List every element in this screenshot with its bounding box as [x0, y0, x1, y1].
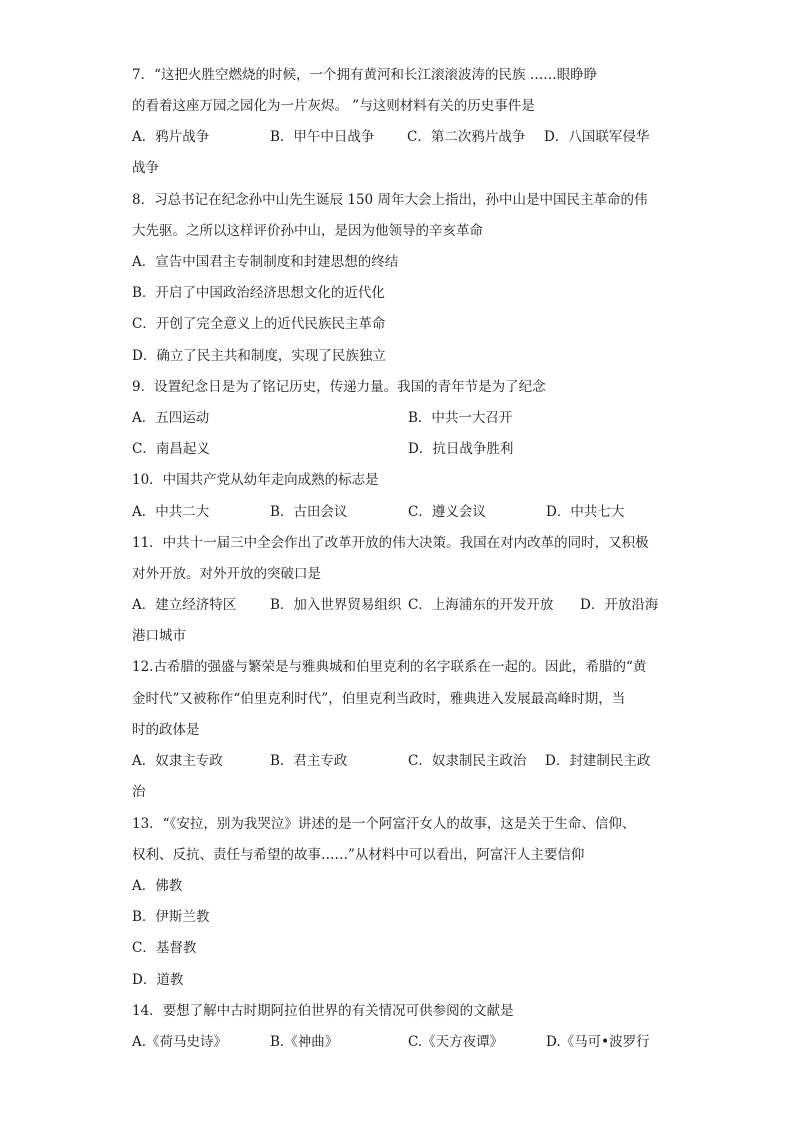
question-8-stem-line1: 8．习总书记在纪念孙中山先生诞辰 150 周年大会上指出，孙中山是中国民主革命的伟 — [132, 192, 648, 208]
question-13-stem-line1: 13．“《安拉，别为我哭泣》讲述的是一个阿富汗女人的故事，这是关于生命、信仰、 — [132, 816, 636, 832]
question-8-option-a[interactable]: A．宣告中国君主专制制度和封建思想的终结 — [132, 254, 399, 270]
question-11-option-d-cont: 港口城市 — [132, 628, 186, 644]
question-9-stem: 9．设置纪念日是为了铭记历史，传递力量。我国的青年节是为了纪念 — [132, 379, 546, 395]
question-14-option-c[interactable]: C.《天方夜谭》 — [408, 1034, 504, 1050]
question-14-option-d[interactable]: D.《马可•波罗行 — [546, 1034, 650, 1050]
question-13-option-a[interactable]: A．佛教 — [132, 878, 183, 894]
question-7-option-a[interactable]: A．鸦片战争 — [132, 129, 210, 145]
question-8-option-c[interactable]: C．开创了完全意义上的近代民族民主革命 — [132, 316, 386, 332]
question-10-stem: 10．中国共产党从幼年走向成熟的标志是 — [132, 472, 379, 488]
question-14-option-b[interactable]: B.《神曲》 — [270, 1034, 339, 1050]
question-12-option-d[interactable]: D．封建制民主政 — [545, 753, 651, 769]
question-11-stem-line1: 11．中共十一届三中全会作出了改革开放的伟大决策。我国在对内改革的同时，又积极 — [132, 535, 649, 551]
question-12-stem-line1: 12.古希腊的强盛与繁荣是与雅典城和伯里克利的名字联系在一起的。因此，希腊的“黄 — [132, 659, 647, 675]
question-13-option-c[interactable]: C．基督教 — [132, 940, 197, 956]
question-12-stem-line2: 金时代”又被称作“伯里克利时代”，伯里克利当政时，雅典进入发展最高峰时期，当 — [132, 691, 626, 707]
question-8-option-d[interactable]: D．确立了民主共和制度，实现了民族独立 — [132, 348, 386, 364]
question-7-option-d[interactable]: D．八国联军侵华 — [544, 129, 650, 145]
question-11-options — [132, 590, 692, 621]
question-9-option-a[interactable]: A．五四运动 — [132, 410, 210, 426]
question-12-stem-line3: 时的政体是 — [132, 722, 200, 738]
question-14-option-a[interactable]: A.《荷马史诗》 — [132, 1034, 228, 1050]
question-9-option-d[interactable]: D．抗日战争胜利 — [408, 441, 514, 457]
question-12-options — [132, 746, 692, 777]
question-8-stem-line2: 大先驱。之所以这样评价孙中山，是因为他领导的辛亥革命 — [132, 223, 483, 239]
question-14-options — [132, 1027, 692, 1058]
question-10-option-b[interactable]: B．古田会议 — [270, 504, 348, 520]
question-7-stem-line2: 的看着这座万园之园化为一片灰烬。 ”与这则材料有关的历史事件是 — [132, 98, 535, 114]
question-12-option-b[interactable]: B．君主专政 — [270, 753, 348, 769]
question-7-stem-line1: 7．“这把火胜空燃烧的时候，一个拥有黄河和长江滚滚波涛的民族 ……眼睁睁 — [132, 67, 598, 83]
question-13-stem-line2: 权利、反抗、责任与希望的故事……”从材料中可以看出，阿富汗人主要信仰 — [132, 847, 585, 863]
question-11-option-c[interactable]: C．上海浦东的开发开放 — [408, 597, 554, 613]
question-8-option-b[interactable]: B．开启了中国政治经济思想文化的近代化 — [132, 285, 385, 301]
question-9-option-c[interactable]: C．南昌起义 — [132, 441, 210, 457]
question-13-option-d[interactable]: D．道教 — [132, 972, 184, 988]
question-11-option-b[interactable]: B．加入世界贸易组织 — [270, 597, 402, 613]
question-12-option-a[interactable]: A．奴隶主专政 — [132, 753, 223, 769]
question-9-option-b[interactable]: B．中共一大召开 — [408, 410, 513, 426]
question-12-option-c[interactable]: C．奴隶制民主政治 — [408, 753, 527, 769]
question-14-stem: 14．要想了解中古时期阿拉伯世界的有关情况可供参阅的文献是 — [132, 1003, 514, 1019]
question-11-option-a[interactable]: A．建立经济特区 — [132, 597, 237, 613]
question-10-option-c[interactable]: C．遵义会议 — [408, 504, 486, 520]
question-9-options-row2 — [132, 434, 692, 465]
question-7-option-b[interactable]: B．甲午中日战争 — [270, 129, 375, 145]
question-9-options-row1 — [132, 403, 692, 434]
question-10-option-a[interactable]: A．中共二大 — [132, 504, 210, 520]
question-7-option-d-cont: 战争 — [132, 160, 159, 176]
question-10-options — [132, 497, 692, 528]
question-11-option-d[interactable]: D．开放沿海 — [580, 597, 659, 613]
question-11-stem-line2: 对外开放。对外开放的突破口是 — [132, 566, 321, 582]
question-7-option-c[interactable]: C．第二次鸦片战争 — [407, 129, 526, 145]
question-7-options — [132, 122, 692, 153]
question-12-option-d-cont: 治 — [132, 784, 146, 800]
question-13-option-b[interactable]: B．伊斯兰教 — [132, 909, 210, 925]
question-10-option-d[interactable]: D．中共七大 — [546, 504, 625, 520]
